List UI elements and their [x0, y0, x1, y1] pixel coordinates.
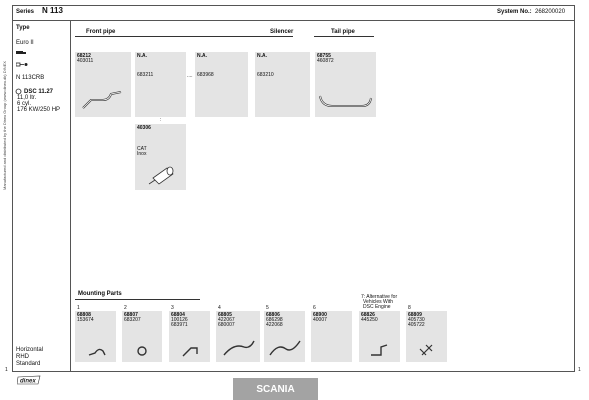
layout-line-1: Horizontal [16, 347, 44, 353]
mounting-index: 1 [77, 305, 80, 311]
mount-code: 68826 [361, 312, 375, 318]
svg-text:dinex: dinex [20, 378, 36, 385]
series-label: Series [16, 9, 35, 15]
mount-code: 68900 [313, 312, 327, 318]
mounting-divider [75, 299, 200, 300]
header-divider [12, 20, 575, 21]
part-code: 68755 [317, 53, 331, 59]
mounting-index: 2 [124, 305, 127, 311]
mount-ref-2: 680007 [218, 322, 235, 328]
side-vertical-text: Manufactured and distributed by the Dinex Group (www.dinex.dk) DINEX [2, 61, 7, 190]
part-card-cat[interactable] [135, 124, 186, 190]
catalyst-drawing [147, 162, 177, 186]
mounting-index: 5 [266, 305, 269, 311]
part-ref: 403011 [77, 58, 94, 64]
mounting-card-1[interactable] [75, 311, 116, 362]
clamp-drawing [87, 345, 107, 357]
mounting-card-8[interactable] [406, 311, 447, 362]
mount-code: 68808 [77, 312, 91, 318]
mounting-card-7[interactable] [359, 311, 400, 362]
mounting-index: 8 [408, 305, 411, 311]
part-card-silencer[interactable] [255, 52, 310, 117]
mounting-card-4[interactable] [216, 311, 260, 362]
part-code: N.A. [197, 53, 207, 59]
mounting-parts-heading: Mounting Parts [78, 291, 122, 297]
mounting-card-2[interactable] [122, 311, 162, 362]
mounting-note-1: 7: Alternative for [361, 294, 398, 300]
mounting-index: 4 [218, 305, 221, 311]
mounting-note-3: DSC Engine [363, 304, 391, 310]
mount-code: 68807 [124, 312, 138, 318]
mount-ref: 40007 [313, 317, 327, 323]
tail-pipe-heading: Tail pipe [331, 29, 355, 35]
part-code: N.A. [137, 53, 147, 59]
engine-displacement: 11,0 ltr. [17, 95, 37, 101]
support-drawing [369, 343, 391, 357]
mount-ref: 422067 [218, 317, 235, 323]
vertical-dots: : [160, 117, 162, 123]
part-card-na-2[interactable] [195, 52, 248, 117]
system-value: 268200020 [535, 9, 566, 15]
part-card-front-pipe[interactable] [75, 52, 131, 117]
mount-ref: 683207 [124, 317, 141, 323]
dinex-logo [17, 375, 41, 385]
dots-separator: .... [187, 73, 193, 79]
part-code: N.A. [257, 53, 267, 59]
mounting-card-5[interactable] [264, 311, 305, 362]
emission-class: Euro II [16, 40, 34, 46]
system-label: System No.: [497, 9, 532, 15]
cat-material: Inox [137, 151, 147, 157]
mount-ref-2: 422068 [266, 322, 283, 328]
part-code: 68212 [77, 53, 91, 59]
layout-line-2: RHD [16, 354, 29, 360]
page-number-left: 1 [5, 367, 8, 373]
ring-drawing [136, 345, 148, 357]
mount-code: 68805 [218, 312, 232, 318]
strap-drawing [222, 339, 256, 357]
mount-ref: 405730 [408, 317, 425, 323]
truck-icon [16, 50, 26, 55]
axle-icon [16, 62, 28, 67]
part-card-tail-pipe[interactable] [315, 52, 376, 117]
bolt-drawing [418, 341, 436, 357]
mounting-index: 6 [313, 305, 316, 311]
front-pipe-drawing [81, 90, 125, 110]
mount-ref: 686298 [266, 317, 283, 323]
brand-banner: SCANIA [233, 378, 318, 400]
mounting-card-3[interactable] [169, 311, 210, 362]
engine-power: 176 KW/250 HP [17, 107, 61, 113]
mounting-card-6[interactable] [311, 311, 352, 362]
part-ref: 683211 [137, 72, 154, 78]
page-number-right: 1 [578, 367, 581, 373]
mount-ref: 100126 [171, 317, 188, 323]
mount-code: 68809 [408, 312, 422, 318]
mount-code: 68804 [171, 312, 185, 318]
tail-pipe-drawing [318, 92, 373, 110]
front-pipe-heading: Front pipe [86, 29, 116, 35]
layout-line-3: Standard [16, 361, 41, 367]
mount-ref: 445250 [361, 317, 378, 323]
engine-icon [15, 88, 22, 95]
bracket-drawing [181, 344, 201, 358]
engine-cylinders: 6 cyl. [17, 101, 32, 107]
mount-ref-2: 683971 [171, 322, 188, 328]
hanger-drawing [268, 339, 302, 357]
part-ref: 683210 [257, 72, 274, 78]
mount-code: 68806 [266, 312, 280, 318]
mounting-index: 3 [171, 305, 174, 311]
front-pipe-bracket [75, 36, 293, 37]
model-code: N 113CRB [16, 75, 45, 81]
part-ref: 460872 [317, 58, 334, 64]
type-heading: Type [16, 25, 30, 31]
silencer-heading: Silencer [270, 29, 294, 35]
mount-ref: 153674 [77, 317, 94, 323]
tail-pipe-bracket [314, 36, 374, 37]
mount-ref-2: 405722 [408, 322, 425, 328]
part-ref: 683968 [197, 72, 214, 78]
part-code: 40306 [137, 125, 151, 131]
part-card-na-1[interactable] [135, 52, 186, 117]
type-column-divider [70, 20, 71, 372]
series-value: N 113 [42, 6, 63, 15]
cat-label: CAT [137, 146, 147, 152]
engine-model: DSC 11.27 [24, 89, 54, 95]
mounting-note-2: Vehicles With [363, 299, 394, 305]
